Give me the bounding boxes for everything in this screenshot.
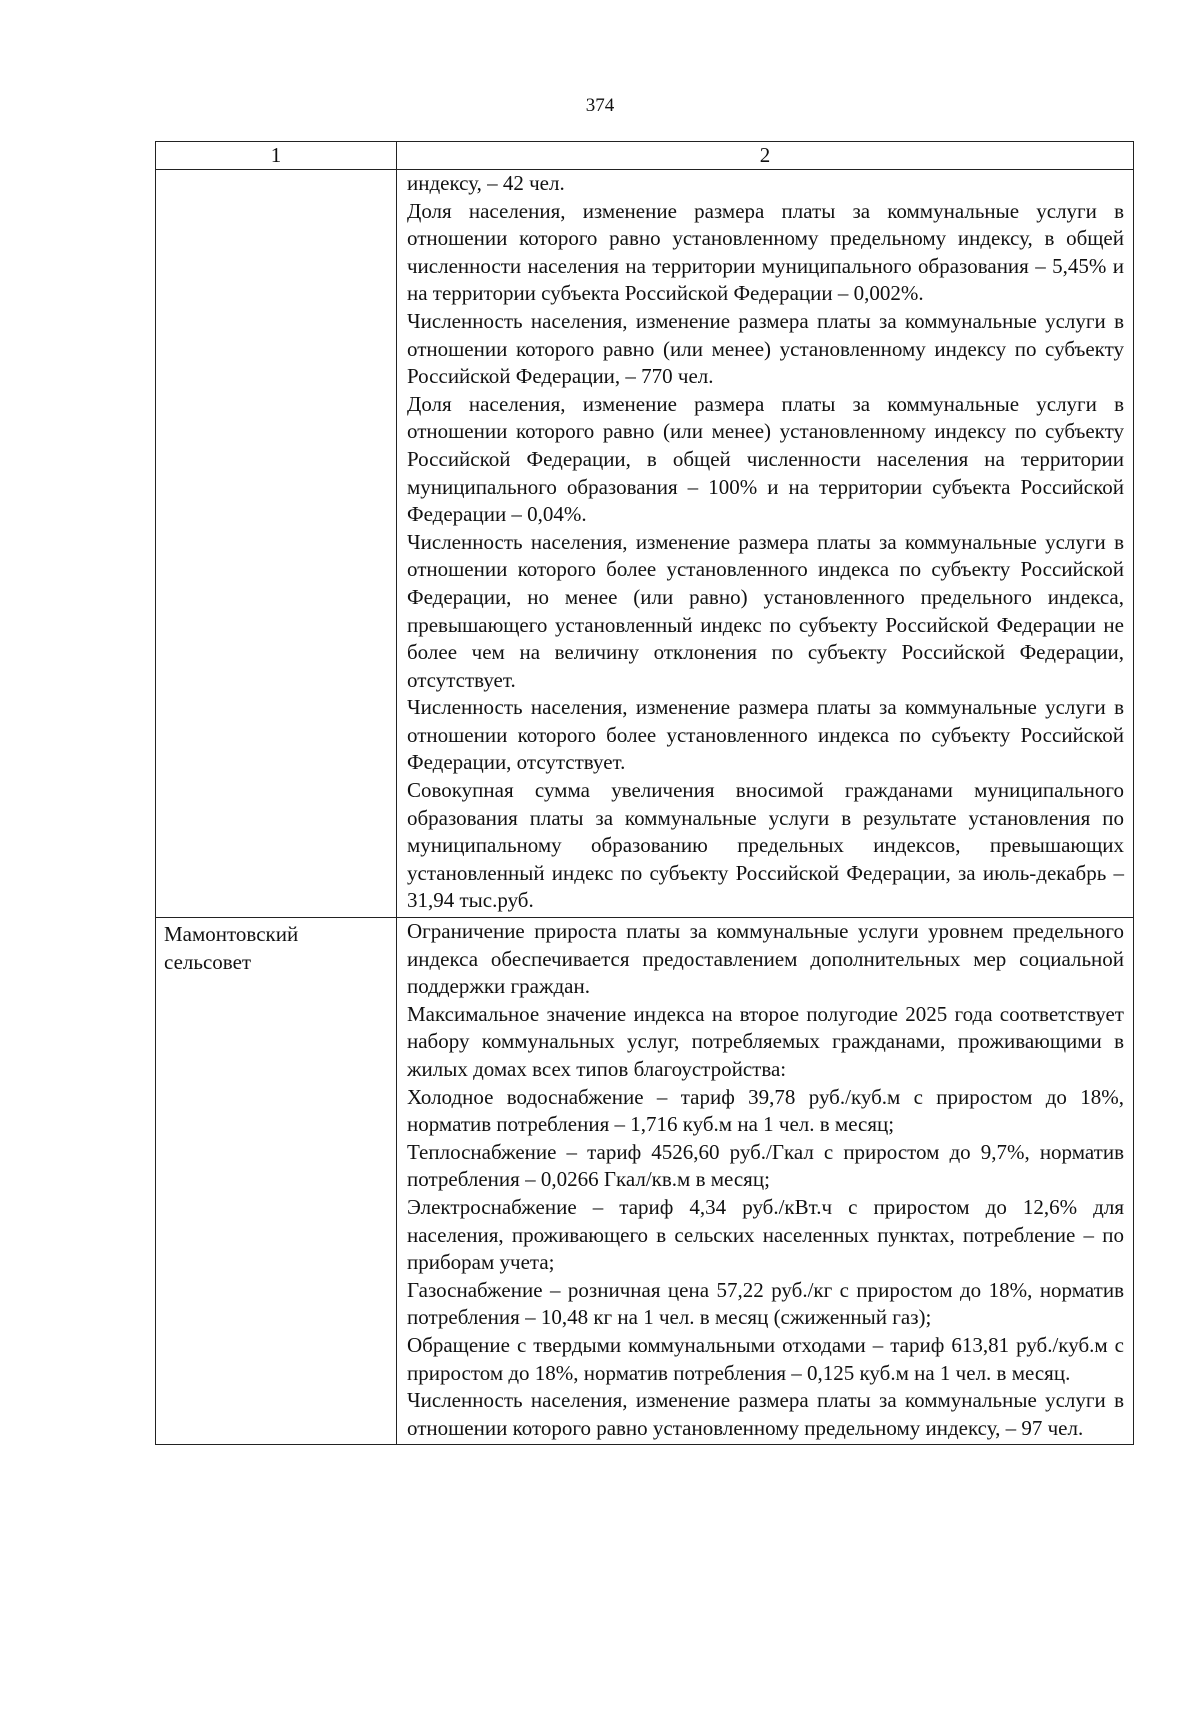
description-cell bbox=[397, 918, 1134, 1445]
region-cell bbox=[156, 170, 397, 918]
paragraph: Обращение с твердыми коммунальными отходами – тариф 613,81 руб./куб.м с приростом до 18%, норматив потребления – 0,125 куб.м на 1 чел. в месяц. bbox=[407, 1332, 1124, 1385]
paragraph: Холодное водоснабжение – тариф 39,78 руб./куб.м с приростом до 18%, норматив потребления – 1,716 куб.м на 1 чел. в месяц; bbox=[407, 1084, 1124, 1137]
table-header-row bbox=[156, 142, 1134, 170]
paragraph: Численность населения, изменение размера платы за коммунальные услуги в отношении которого равно установленному предельному индексу, – 97 чел. bbox=[407, 1388, 1124, 1440]
column-header-2: 2 bbox=[397, 142, 1134, 170]
paragraph: Численность населения, изменение размера платы за коммунальные услуги в отношении которого равно (или менее) установленному индексу по субъекту Российской Федерации, – 770 чел. bbox=[407, 308, 1124, 389]
region-cell bbox=[156, 918, 397, 1445]
paragraph: Максимальное значение индекса на второе полугодие 2025 года соответствует набору коммунальных услуг, потребляемых гражданами, проживающими в жилых домах всех типов благоустройства: bbox=[407, 1001, 1124, 1081]
paragraph: Совокупная сумма увеличения вносимой гражданами муниципального образования платы за коммунальные услуги в результате установления по муниципальному образованию предельных индексов, превышающих установленный индекс по субъекту Российской Федерации, за июль-декабрь – 31,94 тыс.руб. bbox=[407, 778, 1124, 913]
description-cell bbox=[397, 170, 1134, 918]
paragraph: Электроснабжение – тариф 4,34 руб./кВт.ч с приростом до 12,6% для населения, проживающего в сельских населенных пунктах, потребление – по приборам учета; bbox=[407, 1194, 1124, 1275]
paragraph: Доля населения, изменение размера платы за коммунальные услуги в отношении которого равно (или менее) установленному индексу по субъекту Российской Федерации, в общей численности населения на территории муниципального образования – 100% и на территории субъекта Российской Федерации – 0,04%. bbox=[407, 391, 1124, 527]
paragraph: Численность населения, изменение размера платы за коммунальные услуги в отношении которого более установленного индекса по субъекту Российской Федерации, отсутствует. bbox=[407, 695, 1124, 775]
table-row bbox=[156, 170, 1134, 918]
column-header-1: 1 bbox=[156, 142, 397, 170]
paragraph: Теплоснабжение – тариф 4526,60 руб./Гкал с приростом до 9,7%, норматив потребления – 0,0266 Гкал/кв.м в месяц; bbox=[407, 1139, 1124, 1192]
paragraph: Ограничение прироста платы за коммунальные услуги уровнем предельного индекса обеспечивается предоставлением дополнительных мер социальной поддержки граждан. bbox=[407, 919, 1124, 999]
data-table bbox=[155, 141, 1134, 1445]
paragraph: Газоснабжение – розничная цена 57,22 руб./кг с приростом до 18%, норматив потребления – 10,48 кг на 1 чел. в месяц (сжиженный газ); bbox=[407, 1277, 1124, 1330]
paragraph: Доля населения, изменение размера платы за коммунальные услуги в отношении которого равно установленному предельному индексу, в общей численности населения на территории муниципального образования – 5,45% и на территории субъекта Российской Федерации – 0,002%. bbox=[407, 198, 1124, 306]
paragraph: индексу, – 42 чел. bbox=[407, 171, 565, 195]
table-row bbox=[156, 918, 1134, 1445]
paragraph: Численность населения, изменение размера платы за коммунальные услуги в отношении которого более установленного индекса по субъекту Российской Федерации, но менее (или равно) установленного предельного индекса, превышающего установленный индекс по субъекту Российской Федерации не более чем на величину отклонения по субъекту Российской Федерации, отсутствует. bbox=[407, 529, 1124, 692]
region-name: Мамонтовский сельсовет bbox=[164, 922, 299, 974]
page-number: 374 bbox=[585, 95, 615, 116]
